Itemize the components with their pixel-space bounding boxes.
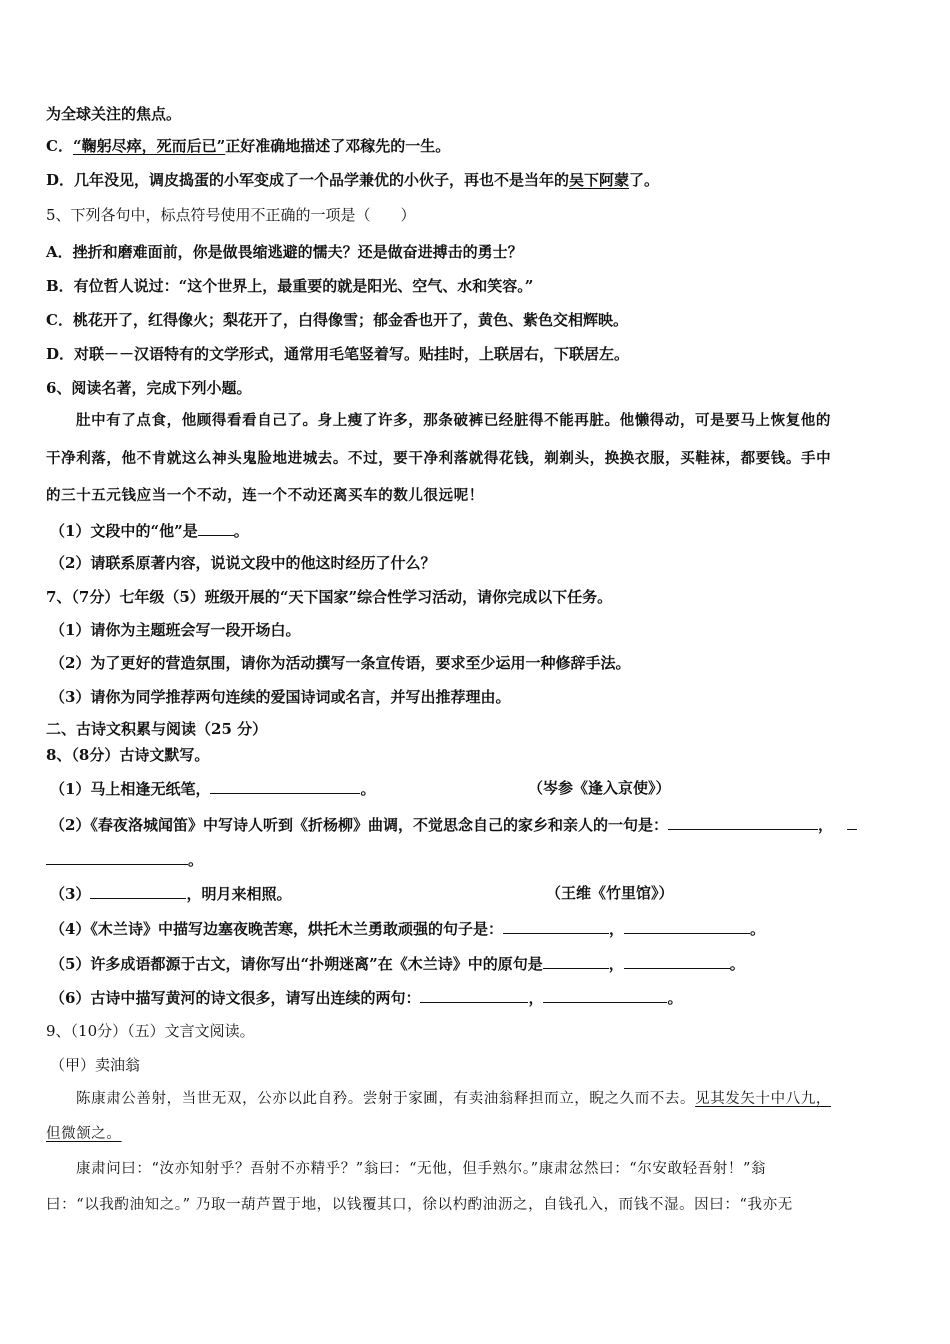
q8-part-1	[50, 778, 375, 799]
passage-6-line-3: 的三十五元钱应当一个不动，连一个不动还离买车的数儿很远呢！	[46, 487, 484, 504]
q8-part-5-comma: ，	[608, 955, 624, 973]
q8-part-1-citation: （岑参《逢入京使》）	[528, 779, 671, 797]
q8-part-2-text: （2）《春夜洛城闻笛》中写诗人听到《折杨柳》曲调，不觉思念自己的家乡和亲人的一句是：	[50, 816, 668, 834]
section-2-heading: 二、古诗文积累与阅读（25 分）	[46, 720, 268, 738]
passage-9-line-2	[46, 1124, 122, 1144]
answer-blank[interactable]	[420, 987, 528, 1003]
option-c-label: C．	[46, 137, 73, 155]
q8-part-6-end: 。	[667, 989, 683, 1007]
passage-9-line-3: 康肃问曰：“汝亦知射乎？吾射不亦精乎？”翁曰：“无他，但手熟尔。”康肃忿然曰：“尔安敢轻吾射！”翁	[76, 1161, 767, 1177]
q8-part-3-text: ，明月来相照。	[186, 885, 292, 903]
question-6: 6、阅读名著，完成下列小题。	[46, 379, 252, 397]
answer-blank[interactable]	[210, 778, 360, 794]
question-8: 8、（8分）古诗文默写。	[46, 746, 210, 764]
passage-9-line-1-text: 陈康肃公善射，当世无双，公亦以此自矜。尝射于家圃，有卖油翁释担而立，睨之久而不去。	[76, 1091, 696, 1107]
question-5: 5、下列各句中，标点符号使用不正确的一项是（ ）	[46, 206, 416, 224]
q8-part-1-end: 。	[360, 780, 376, 798]
q6-part-1	[50, 520, 249, 541]
answer-blank[interactable]	[543, 987, 667, 1003]
q6-part-2: （2）请联系原著内容，说说文段中的他这时经历了什么？	[50, 554, 436, 572]
option-c	[46, 136, 450, 156]
q5-option-a: A．挫折和磨难面前，你是做畏缩逃避的懦夫？还是做奋进搏击的勇士？	[46, 243, 523, 261]
q8-part-3-citation: （王维《竹里馆》）	[546, 884, 674, 902]
answer-blank[interactable]	[668, 814, 818, 830]
passage-9-underlined-2: 但微颔之。	[46, 1126, 122, 1142]
q8-part-4-end: 。	[749, 920, 765, 938]
passage-title-jia: （甲）卖油翁	[50, 1056, 141, 1074]
q8-part-2-cont	[46, 849, 203, 870]
q8-part-3-label: （3）	[50, 885, 91, 903]
q8-part-1-text: （1）马上相逢无纸笔，	[50, 780, 211, 798]
passage-9-line-1	[76, 1089, 831, 1109]
q8-part-2	[50, 814, 857, 835]
option-c-underlined: “鞠躬尽瘁，死而后已”	[72, 137, 226, 155]
q6-part-1-text: （1）文段中的“他”是	[50, 522, 198, 540]
q5-option-c: C．桃花开了，红得像火；梨花开了，白得像雪；郁金香也开了，黄色、紫色交相辉映。	[46, 311, 628, 329]
passage-9-line-4: 曰：“以我酌油知之。” 乃取一葫芦置于地，以钱覆其口，徐以杓酌油沥之，自钱孔入，而钱不湿。因曰：“我亦无	[46, 1197, 793, 1213]
q8-part-6-comma: ，	[528, 989, 544, 1007]
answer-blank[interactable]	[198, 520, 234, 536]
answer-blank[interactable]	[503, 918, 609, 934]
q8-part-5-end: 。	[729, 955, 745, 973]
question-7: 7、（7分）七年级（5）班级开展的“天下国家”综合性学习活动，请你完成以下任务。	[46, 588, 613, 606]
passage-6-line-2: 干净利落，他不肯就这么神头鬼脸地进城去。不过，要干净利落就得花钱，剃剃头，换换衣服，买鞋袜，都要钱。手中	[46, 450, 832, 467]
option-d-rest: 了。	[629, 171, 660, 189]
q7-part-1: （1）请你为主题班会写一段开场白。	[50, 621, 301, 639]
q5-option-b: B．有位哲人说过：“这个世界上，最重要的就是阳光、空气、水和笑容。”	[46, 277, 534, 295]
answer-blank[interactable]	[90, 883, 186, 899]
answer-blank[interactable]	[624, 918, 750, 934]
q8-part-4	[50, 918, 765, 939]
q8-part-3	[50, 883, 291, 904]
answer-blank[interactable]	[543, 953, 609, 969]
passage-9-underlined-1: 见其发矢十中八九，	[695, 1091, 832, 1107]
answer-blank[interactable]	[46, 849, 188, 865]
option-d	[46, 170, 659, 190]
answer-blank[interactable]	[624, 953, 730, 969]
question-9: 9、（10分）（五）文言文阅读。	[46, 1022, 255, 1040]
q6-part-1-end: 。	[233, 522, 249, 540]
q8-part-2-comma: ，	[817, 816, 833, 834]
q8-part-4-comma: ，	[608, 920, 624, 938]
q7-part-2: （2）为了更好的营造氛围，请你为活动撰写一条宣传语，要求至少运用一种修辞手法。	[50, 654, 631, 672]
passage-6-line-1: 肚中有了点食，他顾得看看自己了。身上瘦了许多，那条破裤已经脏得不能再脏。他懒得动，可是要马上恢复他的	[76, 412, 831, 429]
q8-part-5-text: （5）许多成语都源于古文，请你写出“扑朔迷离”在《木兰诗》中的原句是	[50, 955, 543, 973]
text-line-1: 为全球关注的焦点。	[46, 105, 182, 123]
q7-part-3: （3）请你为同学推荐两句连续的爱国诗词或名言，并写出推荐理由。	[50, 688, 511, 706]
q8-part-2-end: 。	[188, 851, 204, 869]
q8-part-6-text: （6）古诗中描写黄河的诗文很多，请写出连续的两句：	[50, 989, 421, 1007]
option-d-underlined: 吴下阿蒙	[569, 171, 630, 189]
option-d-label: D．几年没见，调皮捣蛋的小军变成了一个品学兼优的小伙子，再也不是当年的	[46, 171, 570, 189]
q8-part-5	[50, 953, 745, 974]
q8-part-4-text: （4）《木兰诗》中描写边塞夜晚苦寒，烘托木兰勇敢顽强的句子是：	[50, 920, 503, 938]
q5-option-d: D．对联－－汉语特有的文学形式，通常用毛笔竖着写。贴挂时，上联居右，下联居左。	[46, 345, 630, 363]
option-c-rest: 正好准确地描述了邓稼先的一生。	[225, 137, 451, 155]
q8-part-6	[50, 987, 682, 1008]
answer-blank-start[interactable]	[847, 814, 857, 830]
